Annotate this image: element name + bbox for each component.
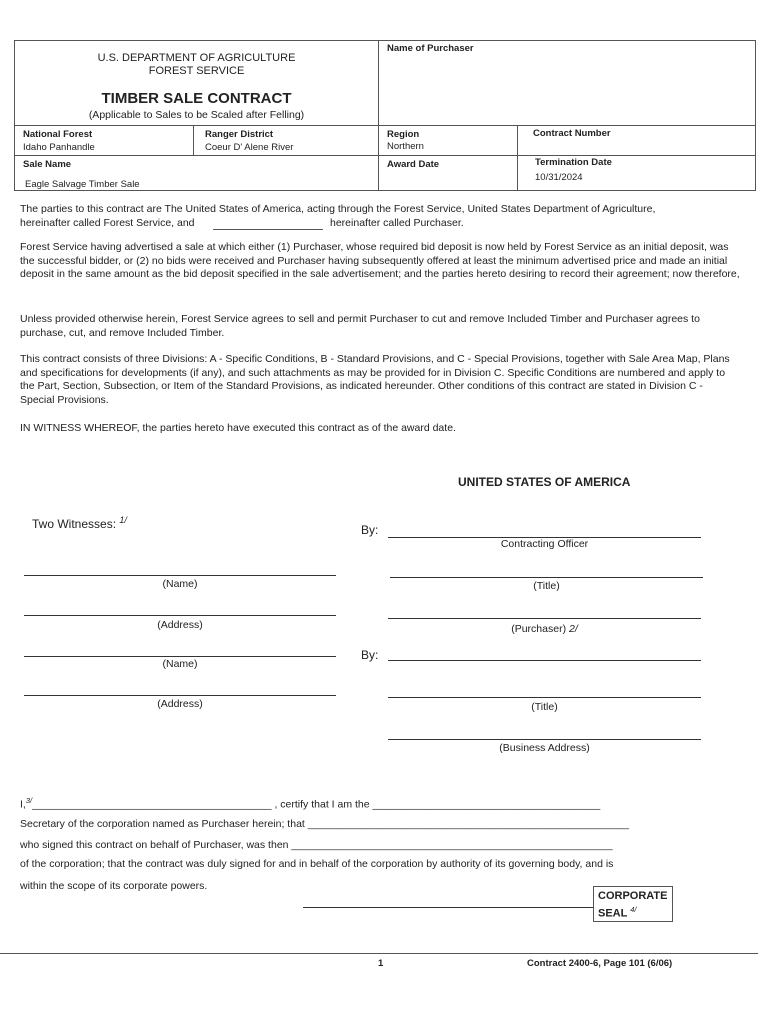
witness1-name-line[interactable] xyxy=(24,575,336,576)
form-identifier: Contract 2400-6, Page 101 (6/06) xyxy=(527,958,673,969)
secretary-signature-line[interactable] xyxy=(303,907,593,908)
contract-header-box xyxy=(14,40,756,191)
national-forest-label: National Forest xyxy=(23,129,93,140)
purchaser-signature-line[interactable] xyxy=(388,660,701,661)
witness2-name-caption: (Name) xyxy=(162,658,198,670)
contract-number-label: Contract Number xyxy=(533,128,611,139)
parties-line-2a: hereinafter called Forest Service, and xyxy=(20,216,195,229)
purchaser-title-line[interactable] xyxy=(388,697,701,698)
purchaser-caption: (Purchaser) 2/ xyxy=(511,623,578,635)
page-number: 1 xyxy=(378,958,384,969)
region-label: Region xyxy=(387,129,420,140)
parties-paragraph xyxy=(20,203,740,231)
award-date-label: Award Date xyxy=(387,159,440,170)
region-value: Northern xyxy=(387,141,424,152)
by-label-1: By: xyxy=(361,523,379,537)
advertisement-paragraph: Forest Service having advertised a sale at which either (1) Purchaser, whose required bid deposit is now held by Forest Service as an initial deposit, was the successful bidder, or (2) no bids were received and Purchaser having subsequently offered at least the minimum advertised price and made an initial deposit in the same amount as the bid deposit specified in the sale advertisement; and the parties hereto desiring to record their agreement; now therefore, xyxy=(20,241,740,281)
witness1-address-line[interactable] xyxy=(24,615,336,616)
certification-line-1: I,$^{3/}$_________________________________________ , certify that I am the _______________________________________ xyxy=(20,796,601,811)
business-address-caption: (Business Address) xyxy=(499,742,590,754)
certifier-name-blank[interactable]: _________________________________________ xyxy=(32,798,272,811)
name-of-purchaser-label: Name of Purchaser xyxy=(387,43,474,54)
officer-title-caption: (Title) xyxy=(533,580,560,592)
signer-name-blank[interactable]: _______________________________________________________ xyxy=(307,818,629,830)
footer-rule xyxy=(0,953,758,954)
business-address-line[interactable] xyxy=(388,739,701,740)
certification-line-5: within the scope of its corporate powers. xyxy=(20,880,208,892)
witness2-address-caption: (Address) xyxy=(157,698,203,710)
agency-subname: FOREST SERVICE xyxy=(148,65,245,77)
ranger-district-label: Ranger District xyxy=(205,129,274,140)
parties-line-2b: hereinafter called Purchaser. xyxy=(330,216,464,229)
by-label-2: By: xyxy=(361,648,379,662)
purchaser-title-caption: (Title) xyxy=(531,701,558,713)
page-subtitle: (Applicable to Sales to be Scaled after Felling) xyxy=(88,109,305,121)
parties-line-1: The parties to this contract are The United States of America, acting through the Forest Service, United States Department of Agriculture, xyxy=(20,203,656,215)
witness1-address-caption: (Address) xyxy=(157,619,203,631)
two-witnesses-label: Two Witnesses: $^{1/}$ xyxy=(32,515,127,531)
officer-title-line[interactable] xyxy=(390,577,703,578)
termination-date-value: 10/31/2024 xyxy=(535,172,583,183)
certification-line-3: who signed this contract on behalf of Purchaser, was then _______________________________________________________ xyxy=(20,839,613,851)
witness-whereof-paragraph: IN WITNESS WHEREOF, the parties hereto have executed this contract as of the award date. xyxy=(20,422,456,434)
sale-name-value: Eagle Salvage Timber Sale xyxy=(25,179,140,190)
witness2-name-line[interactable] xyxy=(24,656,336,657)
witness1-name-caption: (Name) xyxy=(162,578,198,590)
usa-heading: UNITED STATES OF AMERICA xyxy=(458,475,631,489)
ranger-district-value: Coeur D' Alene River xyxy=(205,142,294,153)
termination-date-label: Termination Date xyxy=(535,157,612,168)
national-forest-value: Idaho Panhandle xyxy=(23,142,95,153)
divisions-paragraph: This contract consists of three Divisions: A - Specific Conditions, B - Standard Provisions, and C - Special Provisions, together with Sale Area Map, Plans and specifications for developments (if any), and such attachments as may be provided for in Division C. Specific Conditions are numbered and apply to the Part, Section, Subsection, or Item of the Standard Provisions, as indicated hereunder. Other conditions of this contract are stated in Division C - Special Provisions. xyxy=(20,353,730,406)
page-title: TIMBER SALE CONTRACT xyxy=(101,90,292,107)
certifier-title-blank[interactable]: _______________________________________ xyxy=(372,798,601,811)
agency-name: U.S. DEPARTMENT OF AGRICULTURE xyxy=(97,52,296,64)
contracting-officer-caption: Contracting Officer xyxy=(500,538,589,550)
certification-line-4: of the corporation; that the contract was duly signed for and in behalf of the corporation by authority of its governing body, and is xyxy=(20,858,614,870)
sale-name-label: Sale Name xyxy=(23,159,72,170)
agreement-paragraph: Unless provided otherwise herein, Forest Service agrees to sell and permit Purchaser to cut and remove Included Timber and Purchaser agrees to purchase, cut, and remove Included Timber. xyxy=(20,313,700,339)
corporate-seal-box: CORPORATE SEAL $^{4/}$ xyxy=(593,886,673,922)
purchaser-name-line[interactable] xyxy=(388,618,701,619)
certification-line-2: Secretary of the corporation named as Purchaser herein; that _______________________________________________________ xyxy=(20,818,629,830)
signer-title-blank[interactable]: _______________________________________________________ xyxy=(291,839,613,851)
witness2-address-line[interactable] xyxy=(24,695,336,696)
